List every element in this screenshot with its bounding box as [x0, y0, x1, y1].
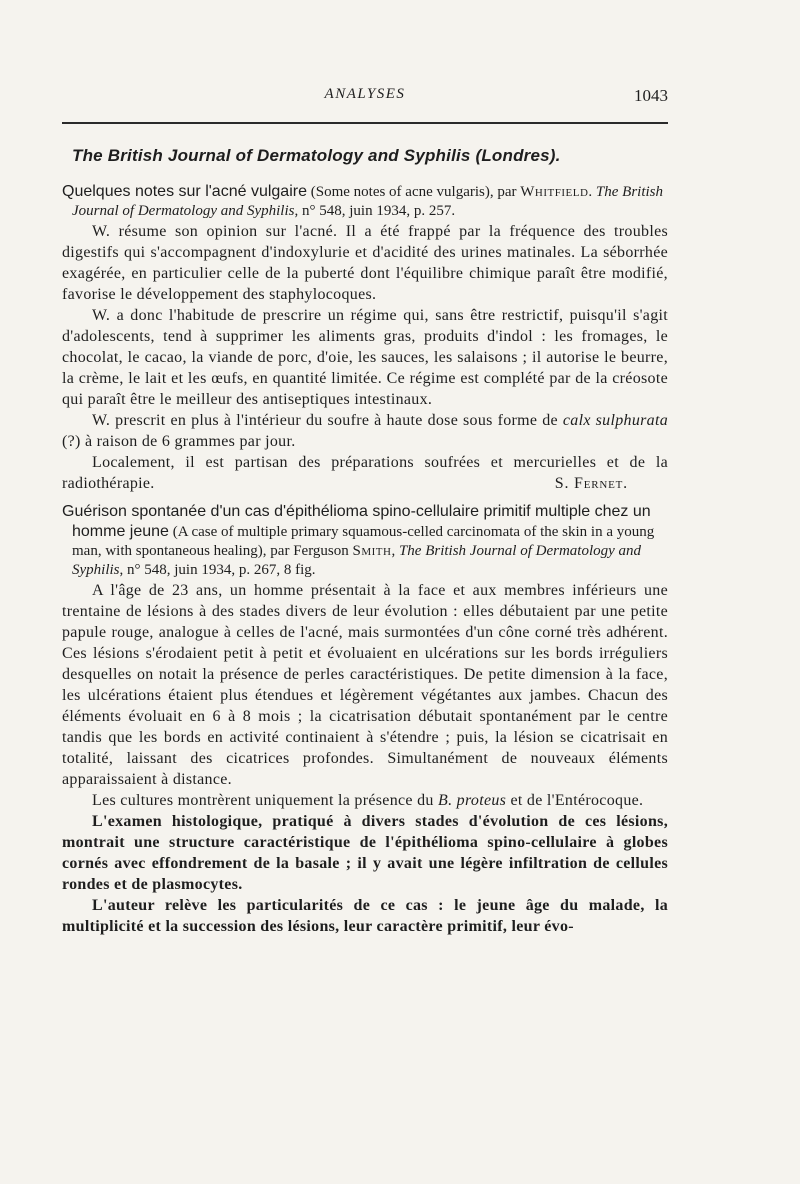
issue-info: , n° 548, juin 1934, p. 257. [294, 203, 456, 219]
paragraph: W. a donc l'habitude de prescrire un régime qui, sans être restrictif, puisqu'il s'agit d'adolescents, tend à supprimer les aliments gras, produits d'indol : les fromages, le chocolat, le cacao, la viande de porc, d'oie, les sauces, les salaisons ; il autorise le beurre, la crème, le lait et les œufs, en quantité limitée. Ce régime est complété par de la créosote qui paraît être le meilleur des antiseptiques intestinaux. [62, 307, 668, 408]
text-run: Localement, il est partisan des préparations soufrées et mercurielles et de la radiothérapie. [62, 454, 668, 492]
paragraph [62, 410, 668, 452]
paragraph: A l'âge de 23 ans, un homme présentait à la face et aux membres inférieurs une trentaine de lésions à des stades divers de leur évolution : elles débutaient par une petite papule rouge, analogue à celles de l'acné, mais surmontées d'un cône corné très adhérent. Ces lésions s'érodaient petit à petit et évoluaient en ulcérations sur les bords irréguliers desquelles on notait la présence de perles caractéristiques. De petite dimension à la face, les ulcérations étaient plus étendues et légèrement végétantes aux jambes. Chacun des éléments évoluait en 6 à 8 mois ; la cicatrisation débutait spontanément par le centre tandis que les bords en activité continaient à s'étendre ; puis, la lésion se cicatrisait en totalité, laissant des cicatrices profondes. Simultanément de nouveaux éléments apparaissaient à distance. [62, 582, 668, 788]
paragraph: L'examen histologique, pratiqué à divers stades d'évolution de ces lésions, montrait une structure caractéristique de l'épithélioma spino-cellulaire à globes cornés avec effondrement de la basale ; il y avait une légère infiltration de cellules rondes et de plasmocytes. [62, 813, 668, 893]
review-entry [62, 502, 668, 937]
italic-term: B. proteus [438, 792, 507, 809]
original-title: (Some notes of acne vulgaris), par [306, 184, 521, 200]
journal-heading: The British Journal of Dermatology and Syphilis (Londres). [72, 146, 561, 165]
page [62, 84, 668, 945]
text-run: (?) à raison de 6 grammes par jour. [62, 433, 296, 450]
paragraph [62, 790, 668, 811]
paragraph: W. résume son opinion sur l'acné. Il a été frappé par la fréquence des troubles digestifs qui s'accompagnent d'indoxylurie et d'acidité des urines matinales. La séborrhée exagérée, en particulier celle de la puberté dont l'équilibre chimique paraît être modifié, favorise le développement des staphylocoques. [62, 223, 668, 303]
entry-citation: Quelques notes sur l'acné vulgaire (Some notes of acne vulgaris), par Whitfield. The British Journal of Dermatology and Syphilis, n° 548, juin 1934, p. 257. [62, 183, 664, 219]
text-run: W. prescrit en plus à l'intérieur du soufre à haute dose sous forme de [92, 412, 563, 429]
review-entry [62, 182, 668, 494]
issue-info: , n° 548, juin 1934, p. 267, 8 fig. [119, 562, 316, 578]
text-run: Les cultures montrèrent uniquement la présence du [92, 792, 438, 809]
author-name: Whitfield [520, 184, 589, 200]
running-title: ANALYSES [324, 86, 406, 102]
italic-term: calx sulphurata [562, 412, 668, 429]
original-title: (A case of multiple primary squamous-celled carcinomata of the skin in a young man, with spontaneous healing), par [72, 524, 655, 559]
journal-name: The British Journal of Dermatology and Syphilis [72, 543, 642, 578]
paragraph [62, 452, 668, 494]
page-number: 1043 [634, 86, 668, 105]
entry-citation: Guérison spontanée d'un cas d'épithélioma spino-cellulaire primitif multiple chez un homme jeune (A case of multiple primary squamous-celled carcinomata of the skin in a young man, with spontaneous healing), par Ferguson Smith, The British Journal of Dermatology and Syphilis, n° 548, juin 1934, p. 267, 8 fig. [62, 503, 655, 578]
text-run: et de l'Entérocoque. [506, 792, 644, 809]
entry-title: Guérison spontanée d'un cas d'épithélioma spino-cellulaire primitif multiple chez un homme jeune [62, 503, 651, 540]
author-prefix: Ferguson [293, 543, 353, 559]
paragraph: L'auteur relève les particularités de ce cas : le jeune âge du malade, la multiplicité et la succession des lésions, leur caractère primitif, leur évo- [62, 897, 668, 935]
reviewer-signature: S. Fernet. [554, 475, 628, 492]
author-name: Smith [352, 543, 392, 559]
journal-name: The British Journal of Dermatology and Syphilis [72, 184, 664, 219]
entry-title: Quelques notes sur l'acné vulgaire [62, 183, 307, 200]
page-header [62, 84, 668, 114]
header-rule [62, 122, 668, 124]
